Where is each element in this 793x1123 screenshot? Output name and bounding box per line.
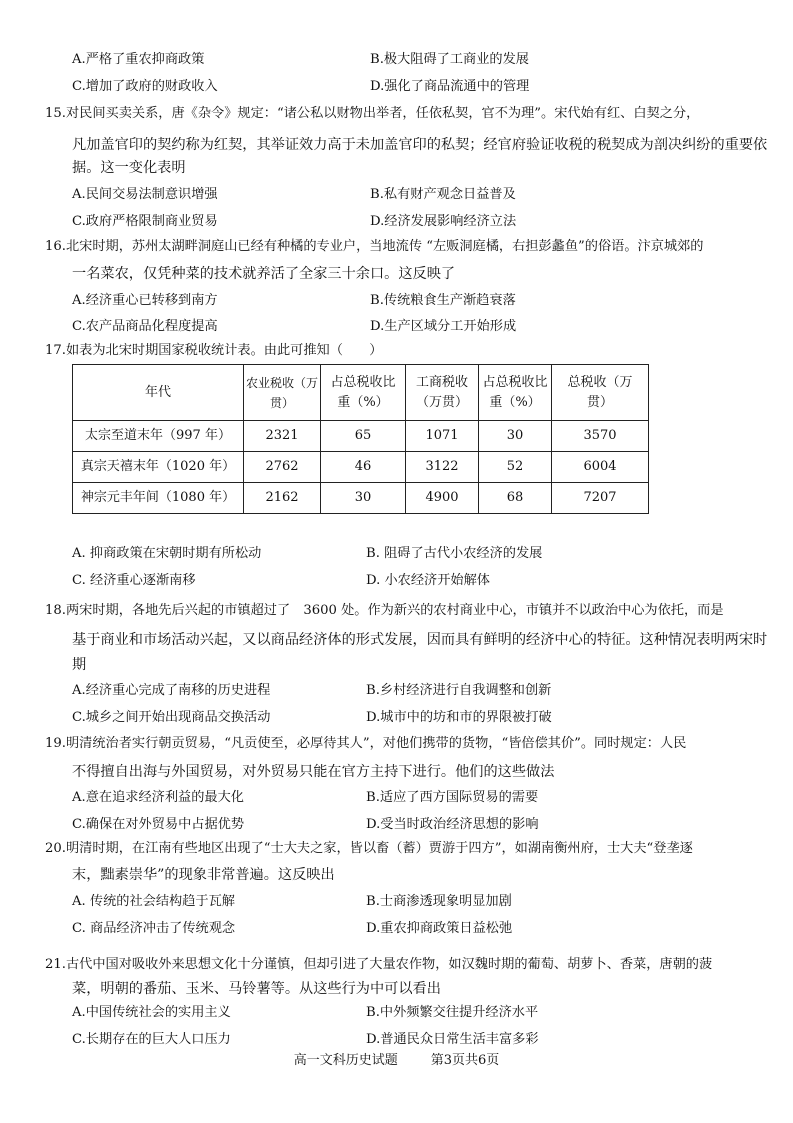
table-cell: 6004 bbox=[552, 452, 649, 483]
q21-option-a: A.中国传统社会的实用主义 bbox=[72, 1005, 231, 1020]
q19-option-a: A.意在追求经济利益的最大化 bbox=[72, 790, 244, 805]
header-text: 总税收（万 bbox=[567, 374, 633, 390]
table-cell: 30 bbox=[479, 421, 552, 452]
table-cell: 2762 bbox=[244, 452, 321, 483]
q18-option-d: D.城市中的坊和市的界限被打破 bbox=[366, 710, 552, 725]
q17-option-c: C. 经济重心逐渐南移 bbox=[72, 573, 196, 588]
q16-option-b: B.传统粮食生产渐趋衰落 bbox=[370, 293, 516, 308]
q19-option-c: C.确保在对外贸易中占据优势 bbox=[72, 817, 245, 832]
q19-option-b: B.适应了西方国际贸易的需要 bbox=[366, 790, 539, 805]
header-cell-commerce-tax bbox=[406, 365, 479, 421]
q21-option-b: B.中外频繁交往提升经济水平 bbox=[366, 1005, 539, 1020]
q16-option-c: C.农产品商品化程度提高 bbox=[72, 319, 218, 334]
q17-option-b: B. 阻碍了古代小农经济的发展 bbox=[366, 546, 543, 561]
q14-option-b: B.极大阻碍了工商业的发展 bbox=[370, 52, 529, 67]
q14-option-c: C.增加了政府的财政收入 bbox=[72, 79, 218, 94]
header-text: 重（%） bbox=[337, 394, 389, 410]
table-cell: 52 bbox=[479, 452, 552, 483]
header-text: 占总税收比 bbox=[482, 374, 548, 390]
table-cell: 46 bbox=[321, 452, 406, 483]
q15-option-a: A.民间交易法制意识增强 bbox=[72, 187, 218, 202]
q20-option-b: B.士商渗透现象明显加剧 bbox=[366, 894, 512, 909]
header-cell-agri-tax: 农业税收（万贯） bbox=[244, 365, 321, 421]
table-cell: 2162 bbox=[244, 483, 321, 514]
q21-stem-line2: 菜，明朝的番茄、玉米、马铃薯等。从这些行为中可以看出 bbox=[72, 981, 441, 997]
q18-option-a: A.经济重心完成了南移的历史进程 bbox=[72, 683, 271, 698]
table-cell: 2321 bbox=[244, 421, 321, 452]
q20-stem-line2: 末，黜素崇华”的现象非常普遍。这反映出 bbox=[72, 867, 335, 883]
q20-option-a: A. 传统的社会结构趋于瓦解 bbox=[72, 894, 235, 909]
footer-page-number: 第3页共6页 bbox=[430, 1053, 500, 1068]
header-text: 重（%） bbox=[489, 394, 541, 410]
q15-option-b: B.私有财产观念日益普及 bbox=[370, 187, 516, 202]
table-cell: 65 bbox=[321, 421, 406, 452]
q15-stem-line1: 15.对民间买卖关系，唐《杂令》规定：“诸公私以财物出举者，任依私契，官不为理”。宋代始有红、白契之分， bbox=[45, 106, 700, 121]
q21-stem-line1: 21.古代中国对吸收外来思想文化十分谨慎，但却引进了大量农作物，如汉魏时期的葡萄、胡萝卜、香菜，唐朝的菠 bbox=[45, 957, 713, 972]
table-row bbox=[73, 483, 649, 514]
footer-subject: 高一文科历史试题 bbox=[293, 1053, 398, 1068]
q19-stem-line1: 19.明清统治者实行朝贡贸易，“凡贡使至，必厚待其人”，对他们携带的货物，“皆倍偿其价”。同时规定：人民 bbox=[45, 736, 687, 751]
q18-stem-line1: 18.两宋时期，各地先后兴起的市镇超过了 3600 处。作为新兴的农村商业中心，市镇并不以政治中心为依托，而是 bbox=[45, 603, 724, 618]
table-cell: 1071 bbox=[406, 421, 479, 452]
q21-option-c: C.长期存在的巨大人口压力 bbox=[72, 1032, 231, 1047]
table-header-row bbox=[73, 365, 649, 421]
tax-table bbox=[72, 364, 649, 514]
header-cell-agri-share bbox=[321, 365, 406, 421]
q16-stem-line2: 一名菜农，仅凭种菜的技术就养活了全家三十余口。这反映了 bbox=[72, 266, 456, 282]
table-cell: 4900 bbox=[406, 483, 479, 514]
q15-option-d: D.经济发展影响经济立法 bbox=[370, 214, 517, 229]
q17-option-d: D. 小农经济开始解体 bbox=[366, 573, 490, 588]
q16-option-a: A.经济重心已转移到南方 bbox=[72, 293, 218, 308]
header-text: （万贯） bbox=[415, 394, 468, 410]
q19-option-d: D.受当时政治经济思想的影响 bbox=[366, 817, 539, 832]
q20-option-c: C. 商品经济冲击了传统观念 bbox=[72, 921, 236, 936]
header-text: 工商税收 bbox=[415, 374, 468, 390]
table-cell: 太宗至道末年（997 年） bbox=[73, 421, 244, 452]
q15-stem-line2: 凡加盖官印的契约称为红契，其举证效力高于未加盖官印的私契；经官府验证收税的税契成为剖决纠纷的重要依 bbox=[72, 137, 768, 153]
q15-option-c: C.政府严格限制商业贸易 bbox=[72, 214, 218, 229]
q16-option-d: D.生产区域分工开始形成 bbox=[370, 319, 517, 334]
header-cell-commerce-share bbox=[479, 365, 552, 421]
table-row bbox=[73, 421, 649, 452]
header-text: 贯） bbox=[586, 394, 613, 410]
q17-option-a: A. 抑商政策在宋朝时期有所松动 bbox=[72, 546, 262, 561]
table-cell: 3570 bbox=[552, 421, 649, 452]
q20-option-d: D.重农抑商政策日益松弛 bbox=[366, 921, 513, 936]
q18-stem-line3: 期 bbox=[72, 657, 87, 673]
table-cell: 30 bbox=[321, 483, 406, 514]
q18-stem-line2: 基于商业和市场活动兴起，又以商品经济体的形式发展，因而具有鲜明的经济中心的特征。这种情况表明两宋时 bbox=[72, 632, 768, 648]
q18-option-b: B.乡村经济进行自我调整和创新 bbox=[366, 683, 552, 698]
table-cell: 神宗元丰年间（1080 年） bbox=[73, 483, 244, 514]
q17-stem: 17.如表为北宋时期国家税收统计表。由此可推知（ ） bbox=[45, 343, 383, 358]
table-cell: 68 bbox=[479, 483, 552, 514]
q19-stem-line2: 不得擅自出海与外国贸易，对外贸易只能在官方主持下进行。他们的这些做法 bbox=[72, 764, 555, 780]
table-cell: 3122 bbox=[406, 452, 479, 483]
page-footer bbox=[0, 1049, 793, 1068]
q16-stem-line1: 16.北宋时期，苏州太湖畔洞庭山已经有种橘的专业户，当地流传 “左贩洞庭橘，右担彭蠡鱼”的俗语。汴京城郊的 bbox=[45, 239, 704, 254]
q14-option-d: D.强化了商品流通中的管理 bbox=[370, 79, 530, 94]
header-text: 占总税收比 bbox=[330, 374, 396, 390]
q14-option-a: A.严格了重农抑商政策 bbox=[72, 52, 205, 67]
q21-option-d: D.普通民众日常生活丰富多彩 bbox=[366, 1032, 539, 1047]
table-cell: 真宗天禧末年（1020 年） bbox=[73, 452, 244, 483]
q15-stem-line3: 据。这一变化表明 bbox=[72, 160, 186, 176]
table-cell: 7207 bbox=[552, 483, 649, 514]
q20-stem-line1: 20.明清时期，在江南有些地区出现了“士大夫之家，皆以畜（蓄）贾游于四方”，如湖南衡州府，士大夫“登垄逐 bbox=[45, 841, 693, 856]
header-cell-year: 年代 bbox=[73, 365, 244, 421]
q18-option-c: C.城乡之间开始出现商品交换活动 bbox=[72, 710, 271, 725]
table-row bbox=[73, 452, 649, 483]
header-cell-total-tax bbox=[552, 365, 649, 421]
